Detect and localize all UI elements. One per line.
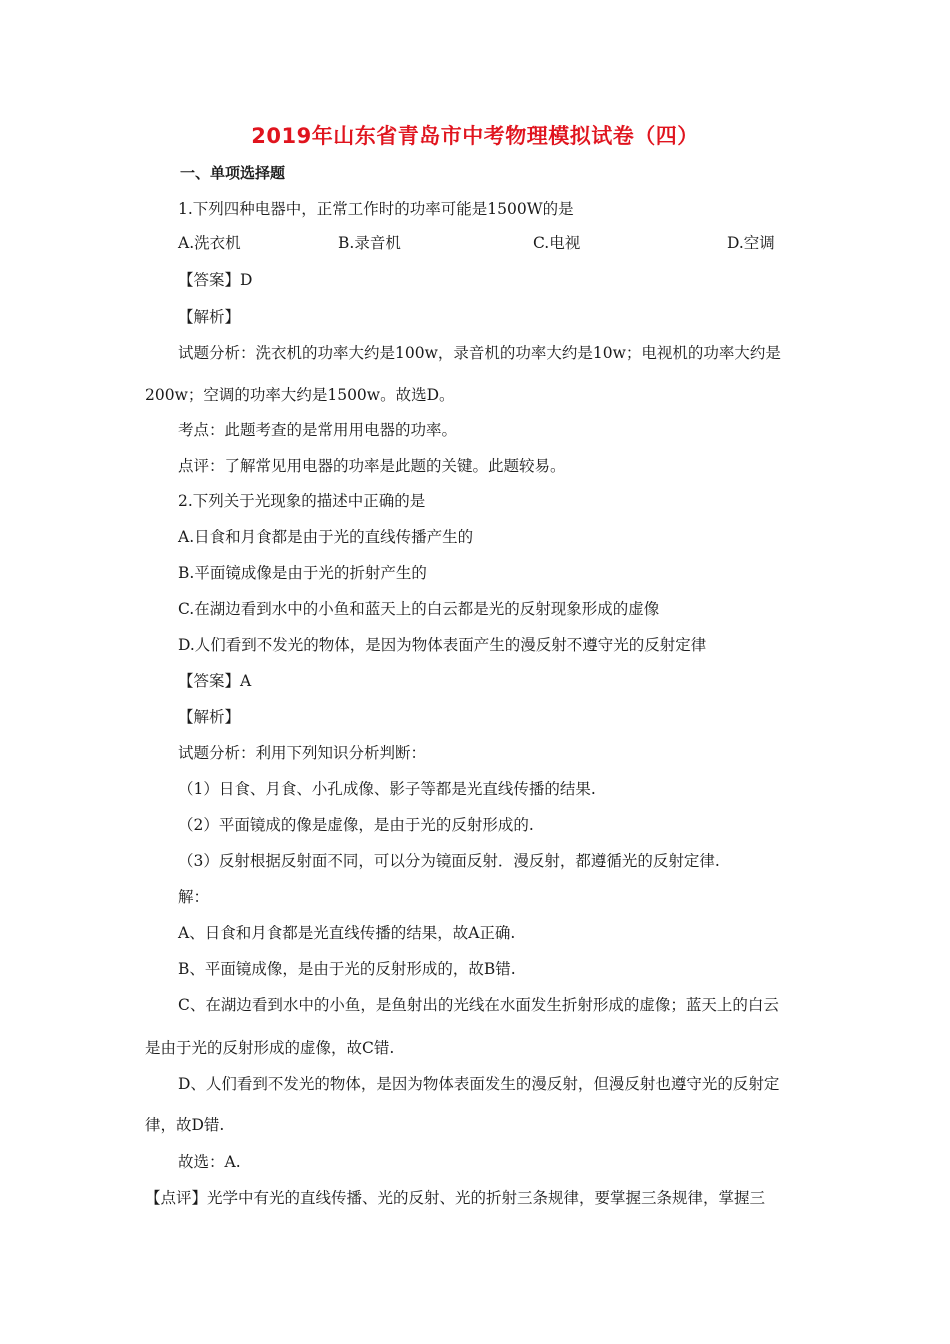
question-2-solution-label: 解： — [178, 888, 210, 906]
question-1-option-a: A.洗衣机 — [178, 234, 241, 252]
question-2-dianping: 【点评】光学中有光的直线传播、光的反射、光的折射三条规律，要掌握三条规律，掌握三 — [145, 1189, 766, 1207]
question-1-analysis-line: 200w；空调的功率大约是1500w。故选D。 — [145, 386, 455, 404]
question-2-stem: 2.下列关于光现象的描述中正确的是 — [178, 492, 426, 510]
question-1-dianping: 点评：了解常见用电器的功率是此题的关键。此题较易。 — [178, 457, 566, 475]
question-2-solution-c: C、在湖边看到水中的小鱼，是鱼射出的光线在水面发生折射形成的虚像；蓝天上的白云 — [178, 996, 779, 1014]
question-2-solution-a: A、日食和月食都是光直线传播的结果，故A正确. — [178, 924, 516, 942]
question-2-analysis-intro: 试题分析：利用下列知识分析判断： — [178, 744, 427, 762]
question-2-option-d: D.人们看到不发光的物体，是因为物体表面产生的漫反射不遵守光的反射定律 — [178, 636, 707, 654]
question-2-knowledge-2: （2）平面镜成的像是虚像，是由于光的反射形成的. — [178, 816, 534, 834]
question-2-option-c: C.在湖边看到水中的小鱼和蓝天上的白云都是光的反射现象形成的虚像 — [178, 600, 660, 618]
question-2-solution-c: 是由于光的反射形成的虚像，故C错. — [145, 1039, 395, 1057]
page-title: 2019年山东省青岛市中考物理模拟试卷（四） — [251, 124, 699, 148]
question-1-stem: 1.下列四种电器中，正常工作时的功率可能是1500W的是 — [178, 200, 574, 218]
question-2-solution-d: D、人们看到不发光的物体，是因为物体表面发生的漫反射，但漫反射也遵守光的反射定 — [178, 1075, 780, 1093]
question-1-option-c: C.电视 — [533, 234, 581, 252]
question-2-conclusion: 故选：A. — [178, 1153, 241, 1171]
question-1-analysis-line: 试题分析：洗衣机的功率大约是100w，录音机的功率大约是10w；电视机的功率大约是 — [178, 344, 781, 362]
question-1-analysis-label: 【解析】 — [178, 308, 241, 326]
question-2-option-a: A.日食和月食都是由于光的直线传播产生的 — [178, 528, 474, 546]
question-2-knowledge-3: （3）反射根据反射面不同，可以分为镜面反射．漫反射，都遵循光的反射定律. — [178, 852, 720, 870]
question-2-option-b: B.平面镜成像是由于光的折射产生的 — [178, 564, 427, 582]
question-1-answer: 【答案】D — [178, 271, 253, 289]
question-1-option-b: B.录音机 — [338, 234, 401, 252]
question-2-knowledge-1: （1）日食、月食、小孔成像、影子等都是光直线传播的结果. — [178, 780, 596, 798]
question-2-solution-d: 律，故D错. — [145, 1116, 225, 1134]
question-1-option-d: D.空调 — [727, 234, 775, 252]
question-1-kaodian: 考点：此题考查的是常用用电器的功率。 — [178, 421, 458, 439]
question-2-answer: 【答案】A — [178, 672, 252, 690]
question-2-analysis-label: 【解析】 — [178, 708, 241, 726]
question-2-solution-b: B、平面镜成像，是由于光的反射形成的，故B错. — [178, 960, 516, 978]
section-heading: 一、单项选择题 — [180, 164, 286, 182]
